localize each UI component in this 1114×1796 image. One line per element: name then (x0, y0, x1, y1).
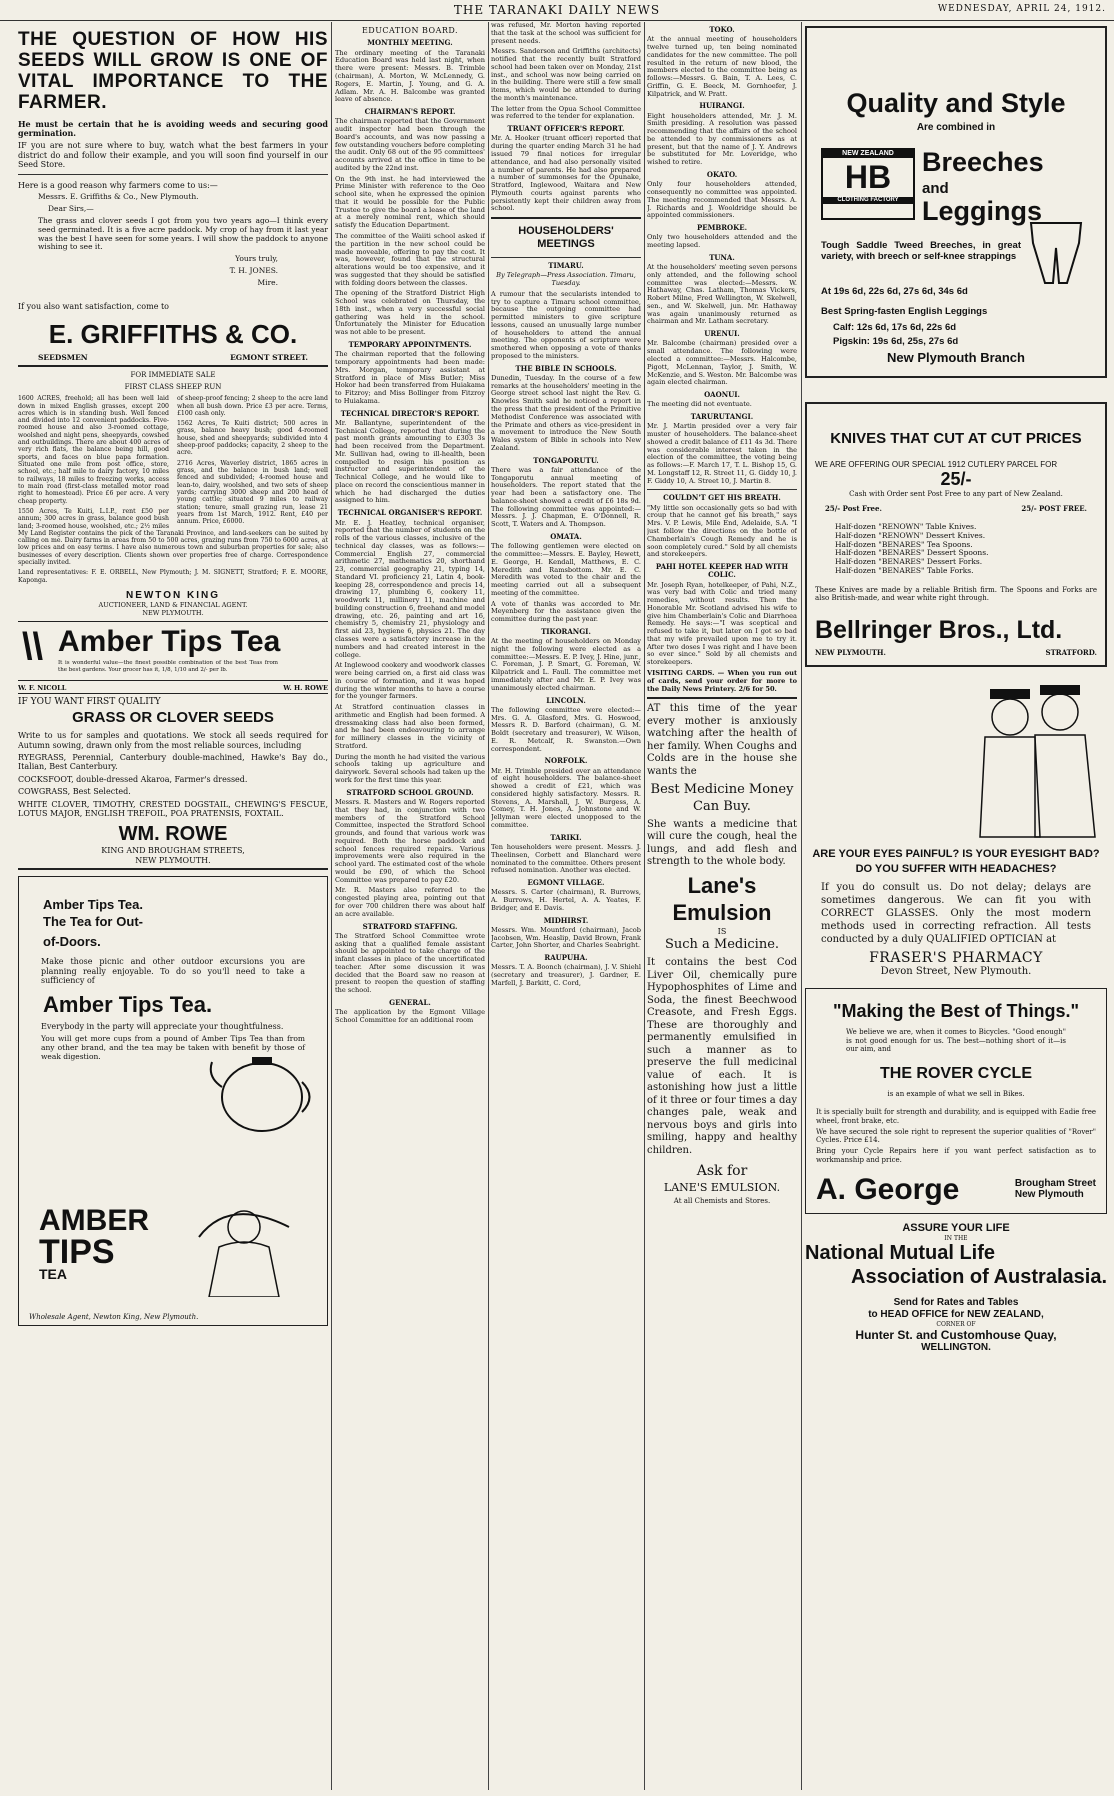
knives-price: 25/- (940, 469, 972, 490)
education-sub-appointments: TEMPORARY APPOINTMENTS. (348, 339, 472, 349)
nm-name-2: Association of Australasia. (851, 1265, 1107, 1288)
amber-logo-word2: TIPS (39, 1232, 115, 1271)
lanes-ask-name: LANE'S EMULSION. (663, 1180, 781, 1194)
education-p11: During the month he had visited the various schools taking up agriculture and dairywork. Several schools had taken up the work for the first time this year. (335, 752, 485, 784)
education-sub-organiser: TECHNICAL ORGANISER'S REPORT. (337, 508, 483, 518)
oaonui-p: The meeting did not eventuate. (647, 400, 752, 409)
education-p9: At Inglewood cookery and woodwork classes were being carried on, a first aid class was in course of formation, and it was hoped during the winter months to have a course for the younger farmers. (335, 661, 485, 701)
hb-logo-mid: HB (844, 159, 892, 196)
rowe-cocksfoot: COCKSFOOT, double-dressed Akaroa, Farmer's dressed. (18, 774, 248, 784)
amber-tips-sub: It is wonderful value—the finest possible combination of the best Teas from the best gardens. Your grocer has it, 1/8, 1/10 and 2/- per lb. (58, 660, 278, 673)
nm-assure: ASSURE YOUR LIFE (902, 1222, 1010, 1235)
hb-leggings-word: Leggings (922, 196, 1042, 226)
seeds-lead: He must be certain that he is avoiding weeds and securing good germination. (18, 118, 328, 138)
education-sub-monthly: MONTHLY MEETING. (367, 38, 453, 48)
letter-body: The grass and clover seeds I got from you two years ago—I think every seed germinated. It is a five acre paddock. My crop of hay from it last year was the best I have seen for some years. I will show the paddock to anyone wishing to see it. (38, 215, 328, 252)
hb-title: Quality and Style (846, 88, 1066, 118)
tikorangi-heading: TIKORANGI. (541, 626, 591, 636)
amber-tips-banner-ad: \\ Amber Tips Tea It is wonderful value—the finest possible combination of the best Teas from the best gardens. Your grocer has it, 1/8, 1/10 and 2/- per lb. (18, 621, 328, 681)
urenui-p: Mr. Balcombe (chairman) presided over a small attendance. The following were elected a committee:—Messrs. Halcombe, Pigott, McLennan, Taylor, J. Smith, W. McKenzie, and S. Weston. Mr. Balcombe was again elected chairman. (647, 339, 797, 387)
col3-p2: Messrs. Sanderson and Griffiths (architects) notified that the recently built Stratford school had been taken over on Monday, 21st inst., and school was now being carried on in the building. There were still a few small items, which would be attended to during the month's maintenance. (491, 47, 641, 102)
firm-trade: SEEDSMEN (38, 352, 88, 362)
oaonui-heading: OAONUI. (704, 390, 740, 400)
reason-line: Here is a good reason why farmers come to us:— (18, 180, 218, 190)
lanes-name-1: Lane's (687, 872, 757, 898)
griffiths-firm-address (18, 354, 328, 367)
amber-tips-logo (39, 1204, 149, 1282)
nm-in-the: IN THE (944, 1235, 968, 1243)
huirangi-heading: HUIRANGI. (699, 101, 745, 111)
knives-item: Half-dozen "BENARES" Dessert Spoons. (835, 548, 989, 558)
land-representatives: Land representatives: F. E. ORBELL, New Plymouth; J. M. SIGNETT, Stratford; F. E. MOORE, Kaponga. (18, 569, 328, 584)
nm-address: Hunter St. and Customhouse Quay, (855, 1328, 1057, 1343)
hb-logo (821, 148, 915, 220)
nm-city: WELLINGTON. (921, 1342, 991, 1354)
letter-closing: Yours truly, (235, 254, 278, 264)
hb-breeches-ad (805, 26, 1107, 378)
norfolk-heading: NORFOLK. (544, 756, 588, 766)
column-5 (805, 22, 1107, 1790)
amber-tips-outdoor-ad (18, 876, 328, 1326)
timaru-heading: TIMARU. (548, 261, 584, 271)
timaru-dateline: By Telegraph—Press Association. Timaru, Tuesday. (496, 271, 636, 288)
frasers-name: FRASER'S PHARMACY (869, 949, 1043, 966)
seeds-headline: THE QUESTION OF HOW HIS SEEDS WILL GROW IS ONE OF VITAL IMPORTANCE TO THE FARMER. (18, 29, 328, 113)
rover-cycle-ad (805, 988, 1107, 1214)
woman-illustration (169, 1197, 319, 1297)
egmont-village-p: Messrs. S. Carter (chairman), R. Burrows, A. Burrows, H. Hertel, A. A. Yeates, F. Bridger, and E. Davis. (491, 888, 641, 912)
bellringer-town-2: STRATFORD. (1045, 647, 1097, 657)
tuna-heading: TUNA. (709, 252, 735, 262)
firm-street: EGMONT STREET. (230, 352, 308, 362)
tariki-heading: TARIKI. (550, 832, 582, 842)
sale-label: FOR IMMEDIATE SALE (130, 370, 216, 379)
education-p8: Mr. E. J. Heatley, technical organiser, reported that the number of students on the rolls of the various classes, inclusive of the technical day classes, was as follows:—Commercial English 27, commercial arithmetic 27, mathematics 20, shorthand 23, commercial geography 21, typing 14, Standard VI. proficiency 21, Latin 4, book-keeping 28, correspondence and precis 14, drawing 17, plumbing 6, cookery 11, woodwork 11, millinery 11, machine and building construction 6, freehand and model drawing, etc. 26, painting and art 16, chemistry 5, chemistry 21, physiology and first aid 23, hygiene 6, physics 21. The day classes were a satisfactory increase in the numbers and had created interest in the college. (335, 518, 485, 659)
toko-heading: TOKO. (709, 25, 735, 34)
gentlemen-illustration (955, 677, 1105, 847)
lanes-ask: Ask for (696, 1163, 748, 1180)
george-name: A. George (816, 1172, 960, 1206)
lanes-contents: It contains the best Cod Liver Oil, chemically pure Hypophosphites of Lime and Soda, the finest Beechwood Creasote, and Fresh Eggs. These are thoroughly and permanently emulsified in such a manner as to preserve the full medicinal value of each. It is astonishing how just a little of it three or four times a day changes pale, weak and nervous boys and girls into smiling, happy and healthy children. (647, 957, 797, 1156)
column-rule (488, 22, 489, 1790)
lanes-headline: Best Medicine Money Can Buy. (650, 782, 794, 814)
raupuha-heading: RAUPUHA. (544, 953, 588, 963)
rover-intro: We believe we are, when it comes to Bicycles. "Good enough" is not good enough for us. The best—nothing short of it—is our aim, and (846, 1028, 1066, 1053)
okato-heading: OKATO. (706, 169, 738, 179)
nm-send: Send for Rates and Tables (893, 1297, 1019, 1309)
education-p2: The chairman reported that the Government audit inspector had been through the Board's accounts, and was now passing a few outstanding vouchers before completing the audit. Only 68 out of the 95 committees' accounts arrived at the office in time to be audited by the 22nd inst. (335, 117, 485, 172)
amber-outdoor-note: Everybody in the party will appreciate your thoughtfulness. (41, 1021, 284, 1031)
amber-outdoor-body: Make those picnic and other outdoor excursions you are planning really enjoyable. To do so you'll need to take a sufficiency of (41, 957, 305, 986)
education-sub-ground: STRATFORD SCHOOL GROUND. (346, 787, 474, 797)
frasers-pharmacy-ad (805, 847, 1107, 978)
education-p5: The opening of the Stratford District High School was celebrated on Thursday, the 18th inst., when a very successful social gathering was held in the school. Unfortunately the Minister for Education was not able to be present. (335, 289, 485, 337)
letter-place: Mire. (257, 277, 278, 287)
rowe-cowgrass: COWGRASS, Best Selected. (18, 787, 131, 797)
rover-strength: It is specially built for strength and durability, and is equipped with Eadie free wheel, front brake, etc. (816, 1108, 1096, 1125)
amber-logo-word1: AMBER (39, 1204, 149, 1238)
lincoln-p: The following committee were elected:—Mrs. G. A. Glasford, Mrs. G. Hoswood, Messrs R. D. Barford (chairman), G. M. Boldt (secretary and treasurer), W. Wilson, E. R. Metcalf, R. Swanston.—Own correspondent. (491, 705, 641, 753)
education-p1: The ordinary meeting of the Taranaki Education Board was held last night, when there were present: Messrs. B. Trimble (chairman), A. Morton, W. McLennedy, G. Rogers, E. Martin, J. Young, and G. A. Adlam. Mr. A. H. Balcombe was granted leave of absence. (335, 48, 485, 104)
lincoln-heading: LINCOLN. (546, 695, 586, 705)
tikorangi-p: At the meeting of householders on Monday night the following were elected as a committee:—Messrs. E. P. Ivey, J. Hine, junr., C. Foreman, J. P. Smart, G. Foreman, W. Kilpatrick and L. Faull. The committee met immediately after and Mr. E. P. Ivey was unanimously elected chairman. (491, 637, 641, 692)
hb-tweed: Tough Saddle Tweed Breeches, in great variety, with breech or self-knee strappings (821, 240, 1021, 263)
education-p13: Mr. R. Masters also referred to the congested playing area, pointing out that for over 700 children there was about half an acre available. (335, 886, 485, 918)
lanes-name-2: Emulsion (672, 900, 772, 926)
rowe-want: IF YOU WANT FIRST QUALITY (18, 696, 161, 707)
seeds-body: IF you are not sure where to buy, watch what the best farmers in your district do and follow their example, and you will soon find yourself in our Seed Store. (18, 141, 328, 170)
knives-items (815, 523, 1097, 576)
lanes-emulsion-ad (647, 703, 797, 1206)
george-street: Brougham Street (1014, 1177, 1096, 1189)
lanes-wants: She wants a medicine that will cure the cough, heal the lungs, and add flesh and strength to the whole body. (647, 818, 797, 868)
rowe-clover: WHITE CLOVER, TIMOTHY, CRESTED DOGSTAIL, CHEWING'S FESCUE, LOTUS MAJOR, ENGLISH TREFOIL, POA PRATENSIS, FOXTAIL. (18, 799, 328, 819)
education-sub-general: GENERAL. (389, 997, 431, 1007)
knives-item: Half-dozen "RENOWN" Dessert Knives. (835, 530, 986, 540)
rover-headline: "Making the Best of Things." (832, 1001, 1080, 1022)
newton-king-sub: AUCTIONEER, LAND & FINANCIAL AGENT. (98, 600, 248, 609)
sale-1562-acres: 1562 Acres, Te Kuiti district; 500 acres in grass, balance heavy bush; good 4-roomed house, shed and sheepyards; subdivided into 4 sheep-proof paddocks; capacity, 2 sheep to the acre. (177, 420, 328, 457)
education-p4: The committee of the Waiiti school asked if the partition in the new school could be made moveable, offering to pay the cost. It was, however, found that the structural alterations would be too expensive, and it was suggested that they should be satisfied with folding doors between the classes. (335, 232, 485, 287)
education-sub-technical: TECHNICAL DIRECTOR'S REPORT. (340, 408, 480, 418)
tongaporutu-heading: TONGAPORUTU. (533, 455, 599, 465)
okato-p: Only four householders attended, consequently no committee was appointed. The meeting recommended that Messrs. A. J. Richards and J. Wooldridge should be appointed commissioners. (647, 180, 797, 220)
truant-heading: TRUANT OFFICER'S REPORT. (507, 124, 625, 134)
eyes-headline: ARE YOUR EYES PAINFUL? IS YOUR EYESIGHT BAD? DO YOU SUFFER WITH HEADACHES? (812, 848, 1100, 876)
hb-calf: Calf: 12s 6d, 17s 6d, 22s 6d (833, 322, 957, 333)
amber-outdoor-big: Amber Tips Tea. (43, 991, 213, 1017)
newton-king-ad (18, 371, 328, 617)
frasers-address: Devon Street, New Plymouth. (880, 966, 1032, 978)
omata-p1: The following gentlemen were elected on the committee:—Messrs. E. Bayley, Hewett, E. George, H. Kendall, Matthews, E. C. Meredith and Ramsbottom. Mr. E. C. Meredith was voted to the chair and the meeting carried out all a subsequent meeting of the committee. (491, 542, 641, 597)
education-sub-chairman: CHAIRMAN'S REPORT. (364, 107, 456, 117)
midhirst-heading: MIDHIRST. (543, 915, 589, 925)
land-register: My Land Register contains the pick of the Taranaki Province, and land-seekers can be suited by calling on me. Dairy farms in areas from 50 to 500 acres, grazing runs from 750 to 6000 acres, at low prices and on easy terms. I have also numerous town and suburban properties for sale; also businesses of every description. Clients shown over properties free of charge. Correspondence specially invited. (18, 529, 328, 567)
timaru-p: A rumour that the secularists intended to try to capture a Timaru school committee, because the outgoing committee had permitted ministers to give scripture lessons, caused an unusually large number of householders to attend the annual meeting. The opponents of scripture were smothered when opposing a vote of thanks proposed to the ministers. (491, 289, 641, 360)
midhirst-p: Messrs. Wm. Mountford (chairman), Jacob Jacobsen, Wm. Heaslip, David Brown, Frank Carter, John Shorter, and Charles Seabright. (491, 925, 641, 950)
egmont-village-heading: EGMONT VILLAGE. (527, 878, 605, 888)
sale-title: FIRST CLASS SHEEP RUN (124, 382, 222, 391)
col3-p4: Mr. A. Hooker (truant officer) reported that during the quarter ending March 31 he had issued 79 final notices for irregular attendance, and had also personally visited a number of parents. He had also prepared a number of summonses for the Opunake, Stratford, Inglewood, Waitara and New Plymouth courts against parents who persistently kept their children away from school. (491, 134, 641, 213)
knives-post-free-1: 25/- Post Free. (825, 503, 882, 513)
griffiths-firm-name: E. GRIFFITHS & CO. (48, 319, 298, 350)
lanes-intro: AT this time of the year every mother is anxiously watching after the health of her family. When Coughs and Colds are in the house she wants the (647, 703, 797, 777)
nm-head-office: to HEAD OFFICE for NEW ZEALAND, (868, 1309, 1044, 1321)
education-p6: The chairman reported that the following temporary appointments had been made: Mrs. Morgan, temporary assistant at Stratford in place of Miss Butler; Miss Hokor had been transferred from Huiakama to Fitzroy; and Miss Bollinger from Fitzroy to Huiakama. (335, 350, 485, 405)
tongaporutu-p: There was a fair attendance of the Tongaporutu annual meeting of householders. The report stated that the year had been a satisfactory one. The balance-sheet showed a credit of £6 18s 9d. The following committee was appointed:—Messrs. J. J. Chapman, E. O'Donnell, R. Scott, T. Waters and A. Thompson. (491, 465, 641, 529)
toko-p: At the annual meeting of householders twelve turned up, ten being nominated candidates for the new committee. The poll resulted in the return of new blood, the members elected to the committee being as follows:—Messrs. G. Bain, T. A. Lees, C. Griffin, G. E. Beeck, M. Gornhoefer, J. Kilpatrick, and W. Pratt. (647, 35, 797, 98)
letter-greeting: Dear Sirs,— (48, 204, 94, 214)
lanes-is: IS (717, 926, 727, 936)
education-p10: At Stratford continuation classes in arithmetic and English had been formed. A dressmaking class had also been formed, and he had been endeavouring to arrange for millinery classes in the vicinity of Stratford. (335, 703, 485, 750)
masthead (0, 0, 1114, 21)
croup-ad-body: "My little son occasionally gets so bad with croup that he cannot get his breath," says Mrs. V. P. Lewis, Mile End, Adelaide, S.A. "I just follow the directions on the bottle of Chamberlain's Cough Remedy and he is soon completely cured." Sold by all chemists and storekeepers. (647, 503, 797, 559)
newton-king-name: NEWTON KING (125, 590, 221, 602)
hb-breeches-word: Breeches (922, 147, 1044, 177)
pembroke-heading: PEMBROKE. (696, 223, 748, 233)
letter-signature: T. H. JONES. (229, 266, 278, 276)
george-town: New Plymouth (1014, 1189, 1084, 1201)
bible-p: Dunedin, Tuesday. In the course of a few remarks at the householders' meeting in the George street school last night the Rev. G. Knowles Smith said he noticed a report in the press that the president of the Primitive Methodist Conference was associated with the Primate and others as vice-president in a movement to introduce the New South Wales system of Bible in schools into New Zealand. (491, 373, 641, 452)
knives-offer: WE ARE OFFERING OUR SPECIAL 1912 CUTLERY PARCEL FOR (815, 459, 1058, 469)
raupuha-p: Messrs. T. A. Boonch (chairman), J. V. Shiehl (secretary and treasurer), J. Gardner, E. Marfell, J. Barkitt, C. Cord, (491, 963, 641, 987)
hb-prices: At 19s 6d, 22s 6d, 27s 6d, 34s 6d (821, 286, 968, 297)
knives-headline: KNIVES THAT CUT AT CUT PRICES (830, 430, 1082, 447)
rover-sole-right: We have secured the sole right to represent the superior qualities of "Rover" Cycles. Price £14. (816, 1127, 1096, 1145)
pembroke-p: Only two householders attended and the meeting lapsed. (647, 233, 797, 250)
rowe-left-name: W. F. NICOLL (18, 684, 67, 693)
education-p12: Messrs. R. Masters and W. Rogers reported that they had, in conjunction with two members of the Stratford School Committee, inspected the Stratford School grounds, and found that various work was required. Both the horse paddock and school fences required repairs. Various improvements were also required in the school yard. The estimated cost of the whole would be £90, of which the School Committee was prepared to pay £20. (335, 798, 485, 884)
eyes-body: If you do consult us. Do not delay; delays are sometimes dangerous. We can fit you with CORRECT GLASSES. Only the most modern methods used in correcting refraction. All tests conducted by a duly QUALIFIED OPTICIAN at (821, 881, 1091, 945)
rowe-name: WM. ROWE (118, 822, 228, 845)
visiting-cards-notice: VISITING CARDS. — When you run out of cards, send your order for more to the Daily News Printery. 2/6 for 50. (647, 668, 797, 693)
rowe-headline: GRASS OR CLOVER SEEDS (72, 709, 274, 727)
nm-corner: CORNER OF (936, 1321, 976, 1328)
bellringer-name: Bellringer Bros., Ltd. (815, 616, 1063, 645)
breeches-illustration (1021, 218, 1091, 288)
knives-item: Half-dozen "BENARES" Dessert Forks. (835, 557, 983, 567)
rowe-address: KING AND BROUGHAM STREETS, (101, 846, 245, 856)
griffiths-seeds-ad (18, 30, 328, 367)
rowe-right-name: W. H. ROWE (283, 684, 328, 693)
norfolk-p: Mr. H. Trimble presided over an attendance of eight householders. The balance-sheet showed a credit of £21, which was considered highly satisfactory. Messrs. R. Stevens, A. Marshall, J. W. Burgess, A. Comey, T. H. Jones, A. Johnstone and W. Jellyman were elected unopposed to the committee. (491, 766, 641, 829)
knives-item: Half-dozen "BENARES" Table Forks. (835, 566, 974, 576)
hb-spring: Best Spring-fasten English Leggings (821, 306, 988, 317)
knives-item: Half-dozen "RENOWN" Table Knives. (835, 521, 977, 531)
householders-heading: HOUSEHOLDERS' MEETINGS (518, 225, 614, 251)
amber-outdoor-tagline: The Tea for Out-of-Doors. (43, 914, 143, 949)
newton-king-town: NEW PLYMOUTH. (142, 608, 204, 617)
omata-p2: A vote of thanks was accorded to Mr. Meyenberg for the assistance given the committee during the past year. (491, 599, 641, 624)
rover-name: THE ROVER CYCLE (879, 1065, 1032, 1083)
hb-combined: Are combined in (916, 121, 996, 133)
lanes-such: Such a Medicine. (664, 936, 780, 952)
hb-logo-top: NEW ZEALAND (823, 150, 913, 158)
hb-branch: New Plymouth Branch (887, 350, 1025, 365)
col3-p1: was refused, Mr. Morton having reported that the task at the school was sufficient for present needs. (491, 22, 641, 45)
column-4 (647, 22, 797, 1790)
tarurutangi-heading: TARURUTANGI. (690, 412, 754, 422)
amber-tips-title: Amber Tips Tea (58, 625, 281, 659)
urenui-heading: URENUI. (704, 329, 740, 339)
column-rule (644, 22, 645, 1790)
rowe-town: NEW PLYMOUTH. (18, 856, 328, 870)
column-rule (801, 22, 802, 1790)
croup-ad-heading: COULDN'T GET HIS BREATH. (663, 493, 781, 503)
tariki-p: Ten householders were present. Messrs. J. Theelinsen, Corbett and Blanchard were nominated to the committee. Others present refused nomination. Another was elected. (491, 842, 641, 875)
column-3 (491, 22, 641, 1790)
teapot-illustration (207, 1027, 317, 1147)
knives-note: These Knives are made by a reliable British firm. The Spoons and Forks are also British-made, and wear white right through. (815, 585, 1097, 603)
column-1 (18, 22, 328, 1790)
rover-repairs: Bring your Cycle Repairs here if you want perfect satisfaction as to workmanship and price. (816, 1147, 1096, 1164)
amber-logo-word3: TEA (39, 1265, 67, 1282)
amber-outdoor-title: Amber Tips Tea. (43, 897, 143, 913)
letter-to: Messrs. E. Griffiths & Co., New Plymouth. (38, 192, 199, 202)
knives-post-free-2: 25/- POST FREE. (1021, 503, 1087, 513)
col3-p3: The letter from the Opua School Committee was referred to the tender for explanation. (491, 104, 641, 121)
colic-ad-body: Mr. Joseph Ryan, hotelkeeper, of Pahi, N.Z., was very bad with Colic and tried many remedies, without results. Then the Honorable Mr. Scotland advised his wife to give him Chamberlain's Colic and Diarrhoea Remedy. He says:—"I was sceptical and refused to take it, but later on I got so bad that my wife prevailed upon me to try it. After two doses I was right and I have been so ever since." Sold by all chemists and storekeepers. (647, 580, 797, 667)
rowe-body: Write to us for samples and quotations. We stock all seeds required for Autumn sowing, drawn only from the most reliable sources, including (18, 731, 328, 750)
rowe-ryegrass: RYEGRASS, Perennial, Canterbury double-machined, Hawke's Bay do., Italian, Best Canterbury. (18, 752, 328, 772)
education-p15: The application by the Egmont Village School Committee for an additional room (335, 1008, 485, 1024)
sale-1600-acres: 1600 ACRES, freehold; all has been well laid down in mixed English grasses, except 200 acres which is in standing bush. Well fenced and divided into 12 convenient paddocks. Five-roomed house and also 3-roomed cottage, woolshed and night pens, sheepyards, cowshed and outbuildings. There are about 400 acres of very rich flats, the balance being hill, good sports, and faces on blue papa formation. Situated one mile from post office, store, school, etc.; half mile to dairy factory, 10 miles to railways, 18 miles to freezing works, access to main road (first-class metalled motor road right to homestead). Price £6 per acre. A very cheap property. (18, 395, 169, 505)
education-p14: The Stratford School Committee wrote asking that a qualified female assistant should be appointed to take charge of the infant classes in place of the uncertificated teacher. After some discussion it was decided that the Board saw no reason at present to reopen the question of staffing the school. (335, 931, 485, 995)
bible-heading: THE BIBLE IN SCHOOLS. (515, 363, 617, 373)
hb-pigskin: Pigskin: 19s 6d, 25s, 27s 6d (833, 336, 959, 347)
amber-outdoor-detail: You will get more cups from a pound of Amber Tips Tea than from any other brand, and the tea may be taken with benefit by those of weak digestion. (41, 1034, 305, 1061)
education-board-heading: EDUCATION BOARD. (361, 26, 459, 35)
knives-shipping: Cash with Order sent Post Free to any part of New Zealand. (849, 490, 1063, 499)
huirangi-p: Eight householders attended, Mr. J. M. Smith presiding. A resolution was passed recommending that the affairs of the school be attended to by commissioners as at present, but that the name of J. Y. Andrews be substituted for Mr. Loveridge, who wished to retire. (647, 111, 797, 167)
education-sub-staffing: STRATFORD STAFFING. (362, 921, 458, 931)
column-rule (331, 22, 332, 1790)
hb-and-word: and (922, 180, 949, 197)
bellringer-knives-ad (805, 402, 1107, 667)
education-p7: Mr. Ballantyne, superintendent of the Technical College, reported that during the past month grants amounting to £303 3s had been received from the Department. Mr. Sullivan had, owing to ill-health, been compelled to resign his position as instructor and superintendent of the Technical College, and he would like to place on record the conscientious manner in which he had discharged the duties assigned to him. (335, 418, 485, 505)
lanes-footer: At all Chemists and Stores. (673, 1197, 771, 1206)
satisfaction-line: If you also want satisfaction, come to (18, 301, 169, 311)
tuna-p: At the householders' meeting seven persons only attended, and the following school committee was elected:—Messrs. W. Hathaway, Chas. Latham, Thomas Vickers, Robert Milne, Fred Wellington, W. Skelwell, sen., and W. Skelwell, jun. Mr. Hathaway was again unanimously returned as chairman and Mr. Latham secretary. (647, 263, 797, 326)
bellringer-town-1: NEW PLYMOUTH. (815, 647, 886, 657)
education-p3: On the 9th inst. he had interviewed the Prime Minister with reference to the Oeo school site, when he expressed the opinion that it would be possible for the Public Trustee to give the board a lease of the land at a merely nominal rent, which should satisfy the Education Department. (335, 174, 485, 230)
issue-date: WEDNESDAY, APRIL 24, 1912. (937, 4, 1106, 14)
rover-example: is an example of what we sell in Bikes. (887, 1090, 1025, 1099)
nm-name-1: National Mutual Life (805, 1242, 995, 1265)
rowe-seeds-ad (18, 685, 328, 870)
colic-ad-heading: PAHI HOTEL KEEPER HAD WITH COLIC. (655, 562, 789, 580)
newspaper-title: THE TARANAKI DAILY NEWS (453, 3, 661, 17)
sale-2716-acres: 2716 Acres, Waverley district, 1865 acres in grass, and the balance in bush land; well fenced and subdivided; 4-roomed house and lean-to, dairy, woolshed, and two sets of sheep yards; carrying 3000 sheep and 200 head of young cattle; situated 9 miles to railway station; tenure, small grazing run, lease 21 years from 1st March, 1912. Rent, £40 per annum. Price, £6000. (177, 459, 328, 526)
tarurutangi-p: Mr. J. Martin presided over a very fair muster of householders. The balance-sheet showed a credit balance of £11 4s 3d. There was considerable interest taken in the election of the committee, the voting being as follows:—F. March 17, T. L. Bishop 15, G. M. Longstaff 12, R. Street 11, G. Giddy 10, J. F. Giddy 10, A. Street 10, J. Martin 8. (647, 422, 797, 485)
omata-heading: OMATA. (550, 531, 582, 541)
knives-item: Half-dozen "BENARES" Tea Spoons. (835, 539, 973, 549)
national-mutual-ad (805, 1222, 1107, 1354)
hb-logo-bottom: CLOTHING FACTORY (823, 197, 913, 204)
amber-outdoor-footer: Wholesale Agent, Newton King, New Plymouth. (29, 1312, 199, 1321)
sale-1550-acres: 1550 Acres, Te Kuiti, L.I.P., rent £50 per annum; 300 acres in grass, balance good bush land; 3-roomed house, woolshed, etc.; 2½ miles of sheep-proof fencing; 2 sheep to the acre land when all bush down. Price £3 per acre. Terms, £100 cash only. (18, 395, 328, 530)
column-2 (335, 22, 485, 1790)
